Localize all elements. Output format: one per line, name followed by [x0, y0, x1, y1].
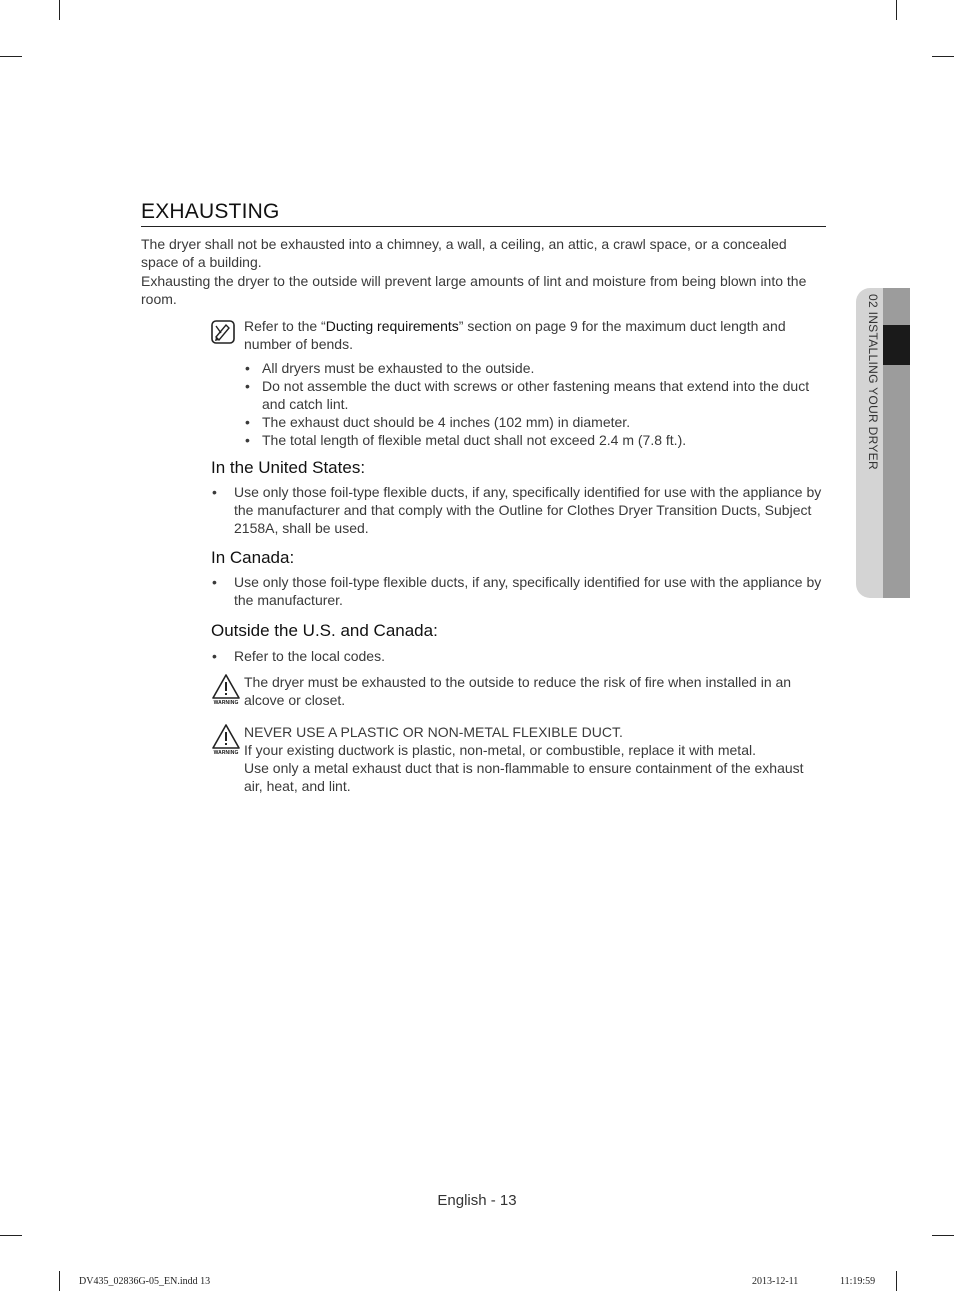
outside-bullet-list [211, 647, 826, 665]
list-item: • All dryers must be exhausted to the outside. [244, 359, 826, 377]
list-item: • The total length of flexible metal duct shall not exceed 2.4 m (7.8 ft.). [244, 431, 826, 449]
warning-label: WARNING [213, 750, 239, 756]
slug-date: 2013-12-11 [752, 1276, 799, 1287]
warning-block [211, 723, 826, 795]
intro-paragraph-1: The dryer shall not be exhausted into a chimney, a wall, a ceiling, an attic, a crawl space, or a concealed space of a building. [141, 236, 787, 270]
crop-mark [0, 1235, 22, 1236]
chapter-tab-marker [883, 325, 910, 365]
crop-mark [0, 56, 22, 57]
slug-filename: DV435_02836G-05_EN.indd 13 [79, 1276, 211, 1287]
warning-block [211, 673, 826, 709]
canada-heading: In Canada: [211, 548, 295, 567]
warning-line: NEVER USE A PLASTIC OR NON-METAL FLEXIBLE DUCT. [244, 724, 623, 740]
crop-mark [59, 0, 60, 20]
us-bullet-list [211, 483, 826, 537]
note-text-before: Refer to the “ [244, 318, 326, 334]
warning-line: The dryer must be exhausted to the outside to reduce the risk of fire when installed in an alcove or closet. [244, 674, 792, 708]
page-number: English - 13 [437, 1192, 517, 1209]
outside-heading: Outside the U.S. and Canada: [211, 621, 438, 640]
list-item: • Do not assemble the duct with screws or other fastening means that extend into the duct and catch lint. [244, 377, 826, 413]
slug-time: 11:19:59 [840, 1276, 876, 1287]
note-pencil-icon [211, 320, 235, 344]
warning-triangle-icon [211, 723, 241, 759]
note-text-after: ” section on page 9 for the maximum duct length and number of bends. [244, 318, 786, 352]
crop-mark [59, 1271, 60, 1291]
list-item: • The exhaust duct should be 4 inches (102 mm) in diameter. [244, 413, 826, 431]
warning-label: WARNING [213, 700, 239, 706]
note-block [211, 317, 826, 449]
list-item: • Use only those foil-type flexible ducts, if any, specifically identified for use with the appliance by the manufacturer and that comply with the Outline for Clothes Dryer Transition Ducts, Subject 2158A, shall be used. [211, 483, 826, 537]
section-title: EXHAUSTING [141, 200, 280, 223]
note-bullet-list [244, 359, 826, 449]
warning-text [244, 673, 826, 709]
crop-mark [896, 0, 897, 20]
warning-line: If your existing ductwork is plastic, non-metal, or combustible, replace it with metal. [244, 742, 756, 758]
chapter-tab-label: 02 INSTALLING YOUR DRYER [866, 294, 880, 470]
warning-triangle-icon [211, 673, 241, 709]
list-item: • Use only those foil-type flexible ducts, if any, specifically identified for use with the appliance by the manufacturer. [211, 573, 826, 609]
crop-mark [932, 1235, 954, 1236]
intro-paragraph-2: Exhausting the dryer to the outside will prevent large amounts of lint and moisture from being blown into the room. [141, 273, 807, 307]
ducting-requirements-reference: Ducting requirements [325, 318, 459, 334]
canada-bullet-list [211, 573, 826, 609]
crop-mark [896, 1271, 897, 1291]
title-underline [141, 226, 826, 227]
warning-line: Use only a metal exhaust duct that is non-flammable to ensure containment of the exhaust air, heat, and lint. [244, 760, 804, 794]
warning-text [244, 723, 826, 795]
note-text [244, 317, 826, 353]
crop-mark [932, 56, 954, 57]
us-heading: In the United States: [211, 458, 366, 477]
list-item: • Refer to the local codes. [211, 647, 826, 665]
